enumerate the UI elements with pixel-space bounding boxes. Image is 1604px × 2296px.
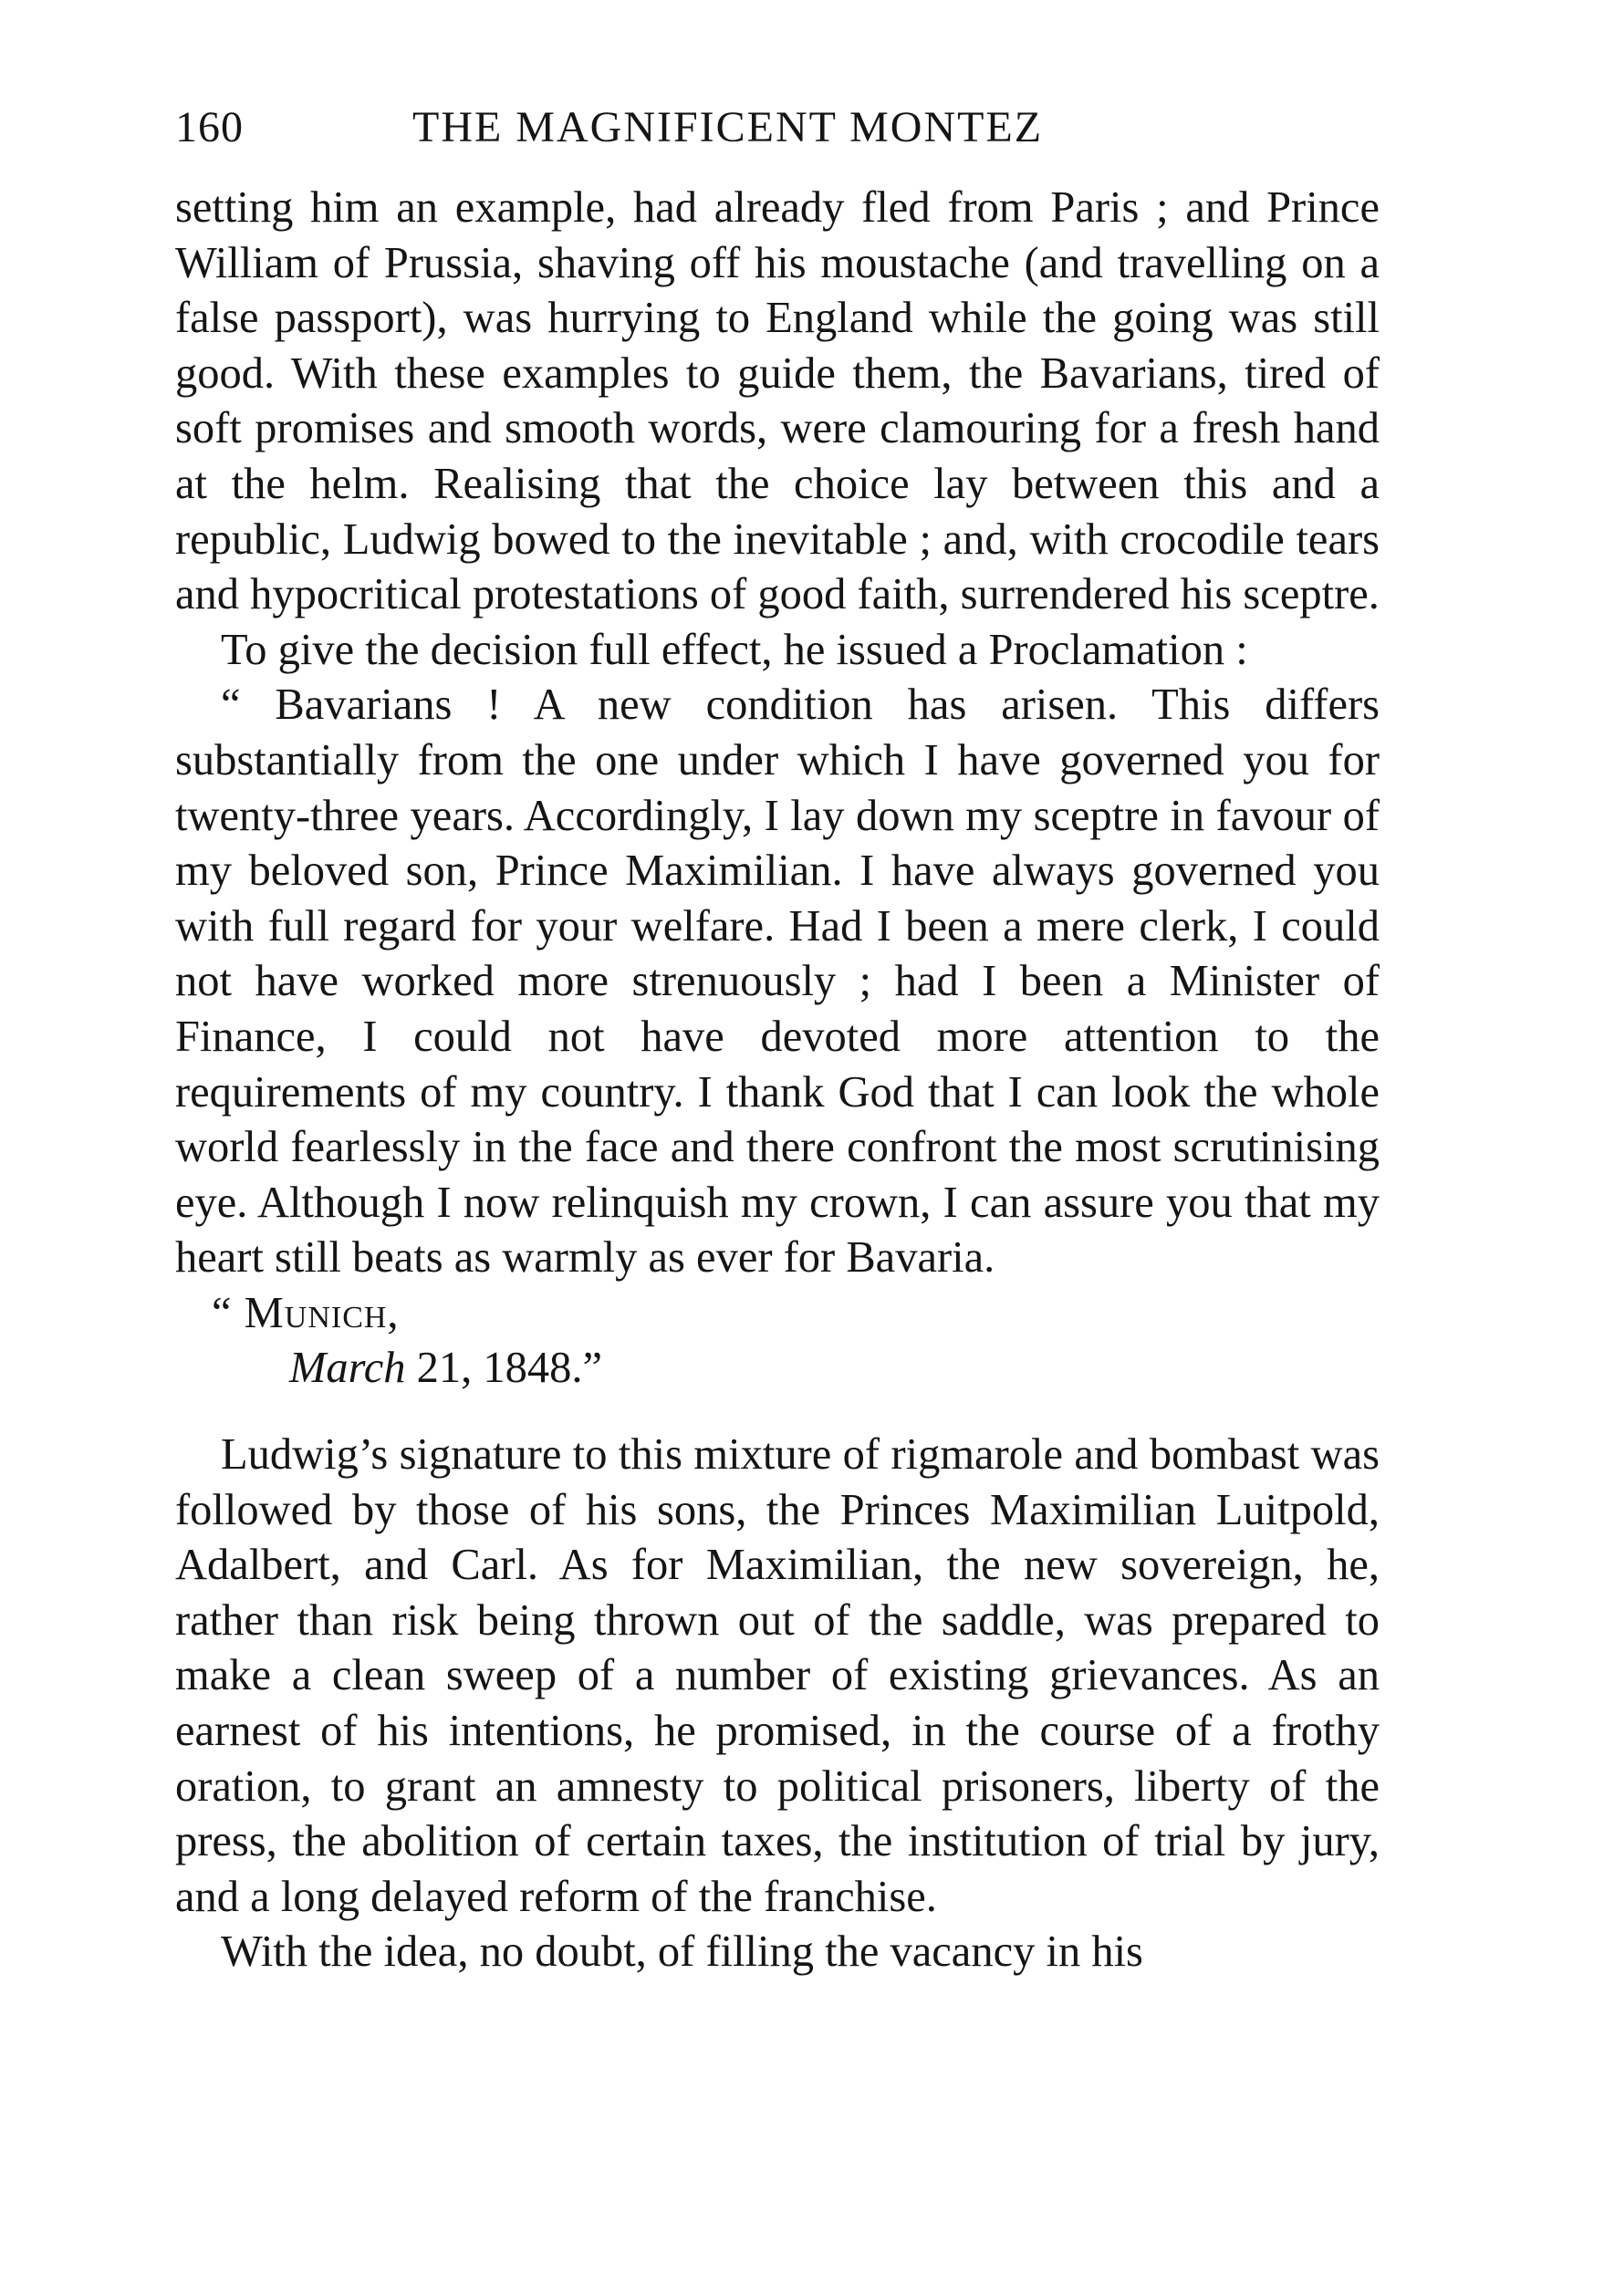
body-text: [175, 181, 1380, 1980]
signoff-day-year: 21, 1848.”: [405, 1344, 603, 1393]
running-title: THE MAGNIFICENT MONTEZ: [412, 103, 1044, 151]
paragraph-proclamation-intro: To give the decision full effect, he issued a Proclamation :: [221, 625, 1248, 674]
signoff-city: “ Munich,: [212, 1288, 400, 1337]
page-header: [175, 102, 1389, 166]
paragraph-final: With the idea, no doubt, of filling the vacancy in his: [221, 1927, 1143, 1977]
signoff-date: [175, 1341, 1380, 1397]
proclamation-signoff: [175, 1286, 1380, 1397]
page-number: 160: [175, 103, 244, 151]
signoff-month: March: [289, 1344, 406, 1393]
paragraph-signatures: Ludwig’s signature to this mixture of rigmarole and bombast was followed by those of his sons, the Princes Maximilian Luitpold, Adalbert, and Carl. As for Maximilian, the new sovereign, he, rather than risk being thrown out of the saddle, was prepared to make a clean sweep of a number of existing grievances. As an earnest of his intentions, he promised, in the course of a frothy oration, to grant an amnesty to political prisoners, liberty of the press, the abolition of certain taxes, the institution of trial by jury, and a long delayed reform of the franchise.: [175, 1430, 1380, 1921]
paragraph-continuation: setting him an example, had already fled from Paris ; and Prince William of Prussia, shaving off his moustache (and travelling on a false passport), was hurrying to England while the going was still good. With these examples to guide them, the Bavarians, tired of soft promises and smooth words, were clamouring for a fresh hand at the helm. Realising that the choice lay between this and a republic, Ludwig bowed to the inevitable ; and, with crocodile tears and hypocritical protestations of good faith, surrendered his sceptre.: [175, 183, 1380, 619]
paragraph-proclamation-quote: “ Bavarians ! A new condition has arisen. This differs substantially from the one under which I have governed you for twenty-three years. Accordingly, I lay down my sceptre in favour of my beloved son, Prince Maximilian. I have always governed you with full regard for your welfare. Had I been a mere clerk, I could not have worked more strenuously ; had I been a Minister of Finance, I could not have devoted more attention to the requirements of my country. I thank God that I can look the whole world fearlessly in the face and there confront the most scrutinising eye. Although I now relinquish my crown, I can assure you that my heart still beats as warmly as ever for Bavaria.: [175, 680, 1380, 1283]
